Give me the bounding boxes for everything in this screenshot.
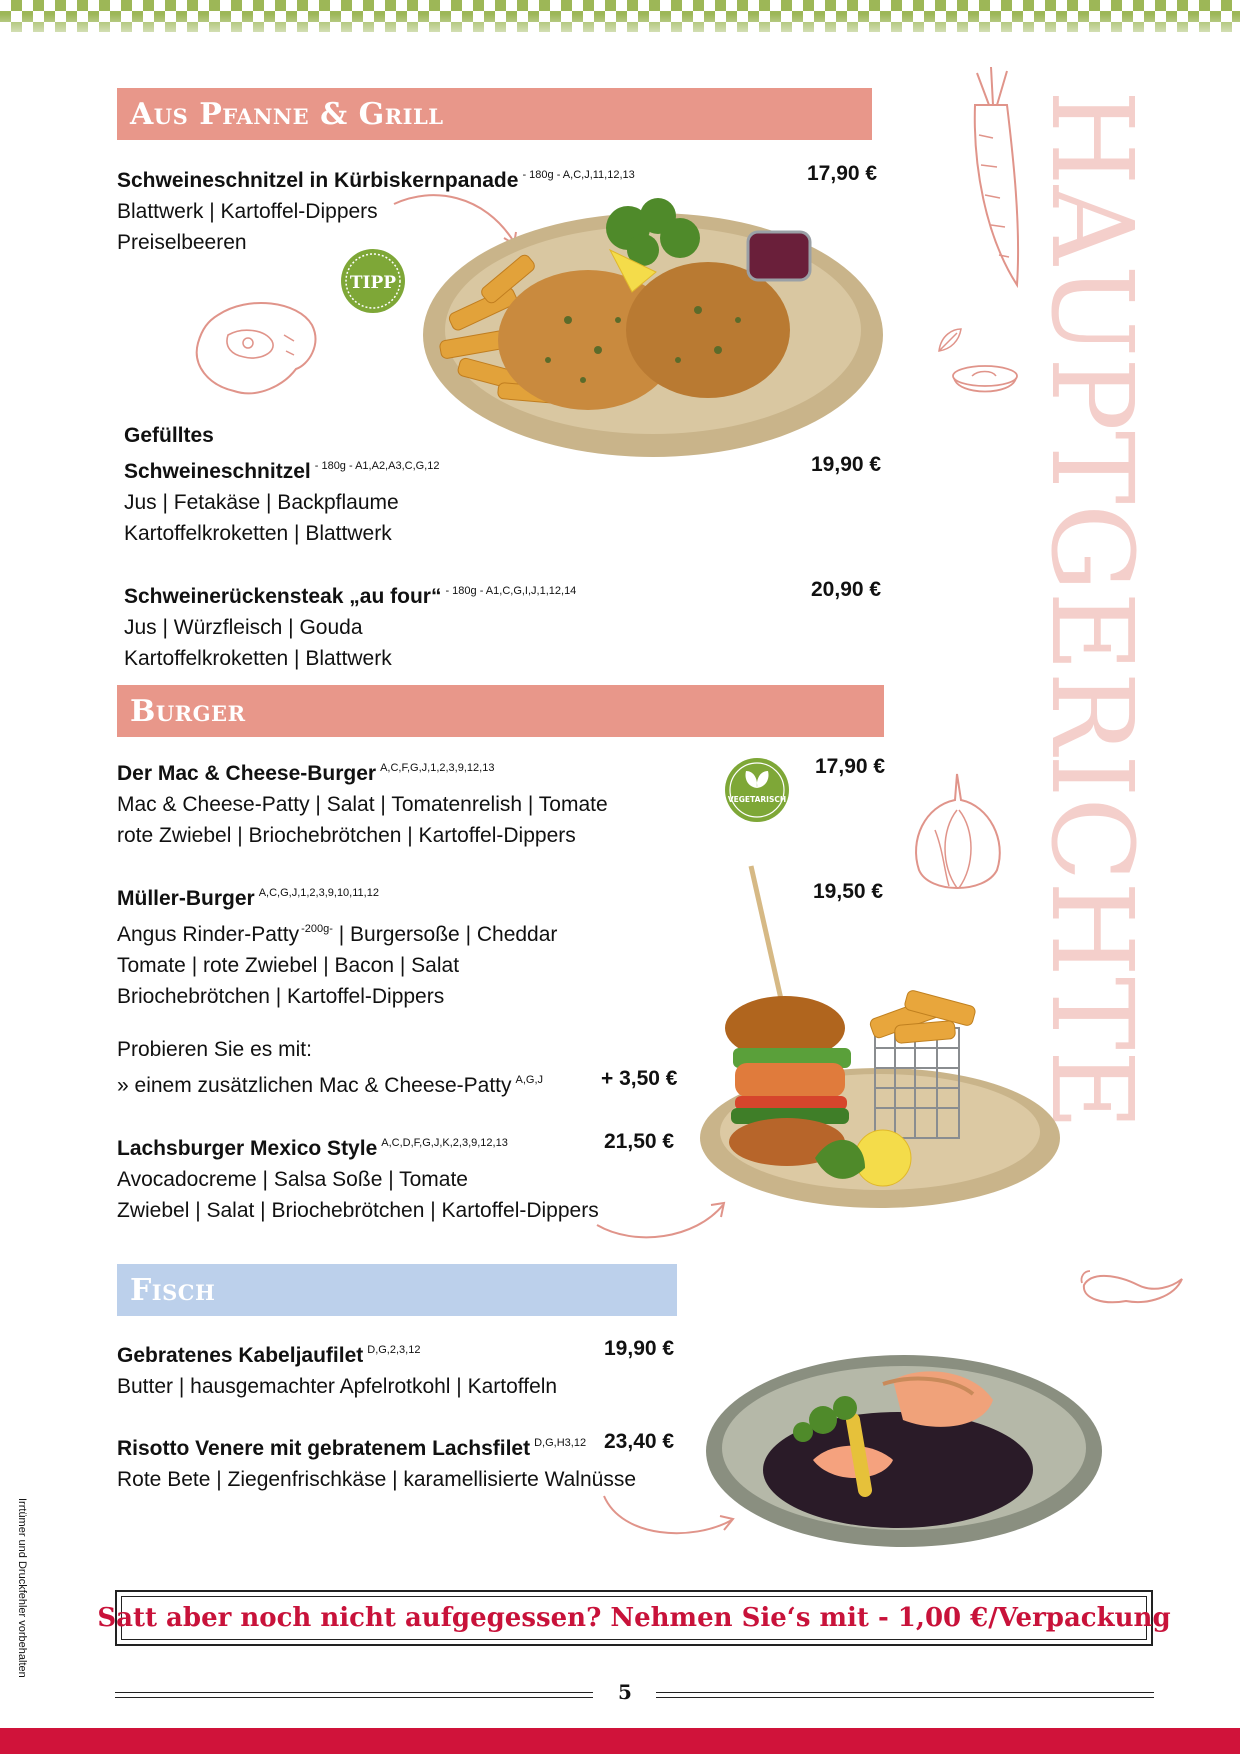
allergens: - 180g - A,C,J,11,12,13 — [522, 169, 635, 181]
meat-sketch — [188, 295, 323, 400]
dish-price: 17,90 € — [807, 162, 878, 185]
dish-description: Briochebrötchen | Kartoffel-Dippers — [117, 985, 445, 1008]
dish-description: | Burgersoße | Cheddar — [332, 923, 558, 946]
dish-price: 20,90 € — [811, 578, 882, 601]
takeaway-promo-box — [97, 1590, 1171, 1646]
dish-description: Mac & Cheese-Patty | Salat | Tomatenrelish | Tomate — [117, 793, 608, 816]
dish-price: 19,50 € — [813, 880, 884, 903]
dish-description: Kartoffelkroketten | Blattwerk — [124, 522, 392, 545]
dish-description: Avocadocreme | Salsa Soße | Tomate — [117, 1168, 468, 1191]
dish-name: Gebratenes Kabeljaufilet — [117, 1344, 364, 1367]
dish-name: Lachsburger Mexico Style — [117, 1137, 378, 1160]
chili-sketch — [1078, 1265, 1186, 1313]
dish-schnitzel-kuerbis — [117, 160, 635, 258]
allergens: A,G,J — [515, 1074, 544, 1086]
extra-intro: Probieren Sie es mit: — [117, 1038, 312, 1061]
burger-photo — [675, 858, 1055, 1216]
bottom-accent-bar — [0, 1728, 1240, 1754]
dish-description: Preiselbeeren — [117, 231, 247, 254]
dish-kabeljau — [117, 1335, 557, 1402]
dish-name: Gefülltes — [124, 424, 214, 447]
leaf-sketch — [935, 325, 965, 355]
dish-price: 19,90 € — [604, 1337, 675, 1360]
svg-text:HAUPTGERICHTE: HAUPTGERICHTE — [1026, 90, 1156, 1153]
dish-name: Der Mac & Cheese-Burger — [117, 762, 377, 785]
extra-price: + 3,50 € — [601, 1067, 678, 1090]
dish-name: Risotto Venere mit gebratenem Lachsfilet — [117, 1437, 531, 1460]
dish-description: Zwiebel | Salat | Briochebrötchen | Kartoffel-Dippers — [117, 1199, 599, 1222]
dish-description: rote Zwiebel | Briochebrötchen | Kartoffel-Dippers — [117, 824, 576, 847]
dish-mueller-burger — [117, 878, 557, 1012]
dish-risotto — [117, 1428, 636, 1495]
dish-description: Kartoffelkroketten | Blattwerk — [124, 647, 392, 670]
carrot-sketch — [955, 65, 1035, 290]
allergens: D,G,2,3,12 — [367, 1344, 421, 1356]
dish-description: Angus Rinder-Patty — [117, 923, 300, 946]
footer-rule-left — [115, 1692, 593, 1698]
extra-option — [117, 1034, 543, 1101]
dish-price: 23,40 € — [604, 1430, 675, 1453]
disclaimer-note: Irrtümer und Druckfehler vorbehalten — [16, 1498, 28, 1678]
fish-photo — [703, 1350, 1105, 1552]
allergens: A,C,F,G,J,1,2,3,9,12,13 — [380, 762, 495, 774]
dish-description: Rote Bete | Ziegenfrischkäse | karamellisierte Walnüsse — [117, 1468, 637, 1491]
svg-text:VEGETARISCH: VEGETARISCH — [727, 795, 787, 804]
dish-name: Schweinerückensteak „au four“ — [124, 585, 442, 608]
section-title-pfanne-grill: Aus Pfanne & Grill — [117, 88, 872, 140]
dish-price: 21,50 € — [604, 1130, 675, 1153]
footer-rule-right — [656, 1692, 1154, 1698]
section-title-fisch: Fisch — [117, 1264, 677, 1316]
dish-price: 19,90 € — [811, 453, 882, 476]
dish-description: Butter | hausgemachter Apfelrotkohl | Kartoffeln — [117, 1375, 558, 1398]
dish-lachsburger — [117, 1128, 599, 1226]
extra-text: » einem zusätzlichen Mac & Cheese-Patty — [117, 1074, 512, 1097]
svg-text:TIPP: TIPP — [349, 273, 397, 293]
dish-description: Jus | Würzfleisch | Gouda — [124, 616, 363, 639]
dish-mac-cheese-burger — [117, 753, 608, 851]
allergens: - 180g - A1,A2,A3,C,G,12 — [314, 460, 440, 472]
dish-description: Blattwerk | Kartoffel-Dippers — [117, 200, 378, 223]
dish-gefuelltes-schnitzel — [124, 420, 439, 549]
takeaway-promo-text: Satt aber noch nicht aufgegessen? Nehmen Sie‘s mit - 1,00 €/Verpackung — [121, 1596, 1147, 1640]
dish-price: 17,90 € — [815, 755, 886, 778]
allergens: A,C,D,F,G,J,K,2,3,9,12,13 — [381, 1137, 508, 1149]
vegetarian-badge — [724, 757, 790, 823]
section-title-burger: Burger — [117, 685, 884, 737]
page-number: 5 — [618, 1680, 632, 1704]
dish-name: Schweineschnitzel — [124, 460, 311, 483]
allergens: D,G,H3,12 — [534, 1437, 587, 1449]
dish-description: Jus | Fetakäse | Backpflaume — [124, 491, 399, 514]
dish-rueckensteak — [124, 576, 576, 674]
dish-name: Schweineschnitzel in Kürbiskernpanade — [117, 169, 519, 192]
allergens: A,C,G,J,1,2,3,9,10,11,12 — [258, 887, 379, 899]
dish-name: Müller-Burger — [117, 887, 255, 910]
weight-note: -200g- — [301, 923, 333, 935]
allergens: - 180g - A1,C,G,I,J,1,12,14 — [445, 585, 577, 597]
dish-description: Tomate | rote Zwiebel | Bacon | Salat — [117, 954, 460, 977]
bowl-sketch — [950, 362, 1020, 404]
